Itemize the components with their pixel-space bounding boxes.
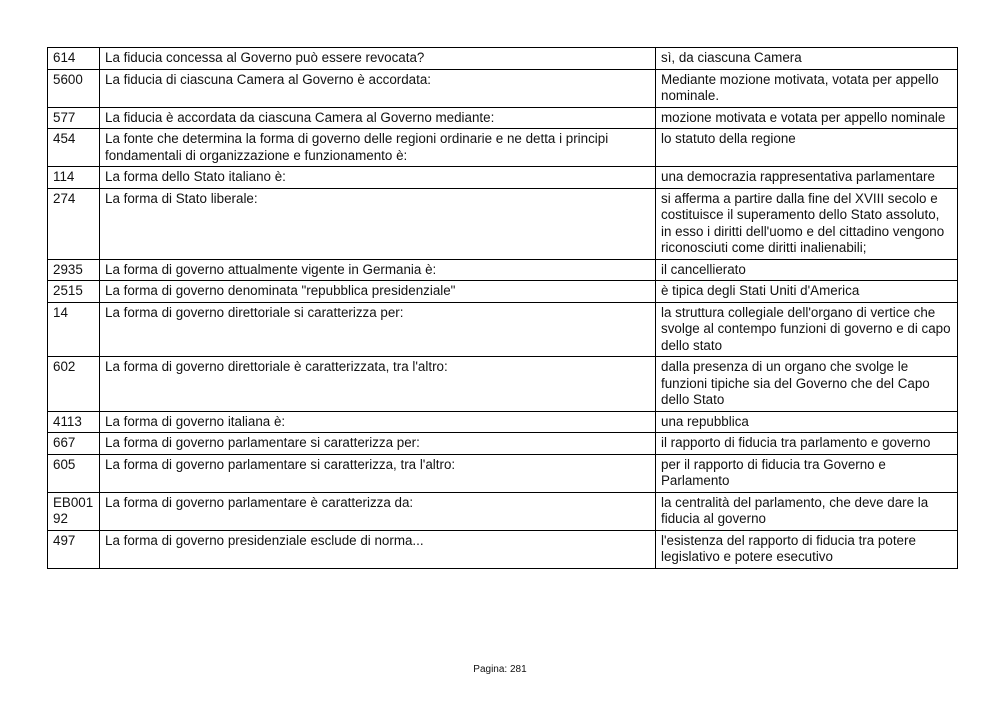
- table-row: [48, 302, 958, 357]
- row-id-cell: 274: [48, 188, 100, 259]
- question-cell: La forma di governo parlamentare si caratterizza, tra l'altro:: [100, 454, 656, 492]
- answer-cell: il rapporto di fiducia tra parlamento e governo: [656, 433, 958, 455]
- answer-cell: l'esistenza del rapporto di fiducia tra potere legislativo e potere esecutivo: [656, 530, 958, 568]
- row-id-cell: 614: [48, 48, 100, 70]
- table-row: [48, 69, 958, 107]
- row-id-cell: 114: [48, 167, 100, 189]
- answer-cell: si afferma a partire dalla fine del XVIII secolo e costituisce il superamento dello Stato assoluto, in esso i diritti dell'uomo e del cittadino vengono riconosciuti come diritti inalienabili;: [656, 188, 958, 259]
- table-row: [48, 530, 958, 568]
- table-row: [48, 259, 958, 281]
- answer-cell: una repubblica: [656, 411, 958, 433]
- question-cell: La forma di governo denominata "repubblica presidenziale": [100, 281, 656, 303]
- answer-cell: lo statuto della regione: [656, 129, 958, 167]
- question-cell: La forma dello Stato italiano è:: [100, 167, 656, 189]
- table-row: [48, 281, 958, 303]
- answer-cell: una democrazia rappresentativa parlamentare: [656, 167, 958, 189]
- table-row: [48, 107, 958, 129]
- answer-cell: la struttura collegiale dell'organo di vertice che svolge al contempo funzioni di governo e di capo dello stato: [656, 302, 958, 357]
- page-footer: [0, 664, 1000, 675]
- row-id-cell: 2515: [48, 281, 100, 303]
- table-row: [48, 357, 958, 412]
- question-cell: La forma di governo direttoriale si caratterizza per:: [100, 302, 656, 357]
- table-row: [48, 433, 958, 455]
- answer-cell: mozione motivata e votata per appello nominale: [656, 107, 958, 129]
- row-id-cell: EB00192: [48, 492, 100, 530]
- answer-cell: per il rapporto di fiducia tra Governo e Parlamento: [656, 454, 958, 492]
- question-cell: La forma di governo parlamentare è caratterizza da:: [100, 492, 656, 530]
- table-row: [48, 411, 958, 433]
- question-cell: La fiducia di ciascuna Camera al Governo è accordata:: [100, 69, 656, 107]
- row-id-cell: 602: [48, 357, 100, 412]
- row-id-cell: 667: [48, 433, 100, 455]
- quiz-table-body: [48, 48, 958, 569]
- page-number: Pagina: 281: [473, 664, 527, 675]
- answer-cell: sì, da ciascuna Camera: [656, 48, 958, 70]
- table-row: [48, 167, 958, 189]
- row-id-cell: 2935: [48, 259, 100, 281]
- answer-cell: la centralità del parlamento, che deve dare la fiducia al governo: [656, 492, 958, 530]
- table-row: [48, 492, 958, 530]
- table-row: [48, 48, 958, 70]
- question-cell: La fiducia concessa al Governo può essere revocata?: [100, 48, 656, 70]
- answer-cell: dalla presenza di un organo che svolge le funzioni tipiche sia del Governo che del Capo dello Stato: [656, 357, 958, 412]
- row-id-cell: 605: [48, 454, 100, 492]
- row-id-cell: 4113: [48, 411, 100, 433]
- question-cell: La forma di Stato liberale:: [100, 188, 656, 259]
- row-id-cell: 577: [48, 107, 100, 129]
- row-id-cell: 454: [48, 129, 100, 167]
- question-cell: La forma di governo parlamentare si caratterizza per:: [100, 433, 656, 455]
- table-row: [48, 188, 958, 259]
- row-id-cell: 14: [48, 302, 100, 357]
- question-cell: La fiducia è accordata da ciascuna Camera al Governo mediante:: [100, 107, 656, 129]
- question-cell: La fonte che determina la forma di governo delle regioni ordinarie e ne detta i principi fondamentali di organizzazione e funzionamento è:: [100, 129, 656, 167]
- quiz-table: [47, 47, 958, 569]
- table-row: [48, 129, 958, 167]
- row-id-cell: 497: [48, 530, 100, 568]
- table-row: [48, 454, 958, 492]
- question-cell: La forma di governo presidenziale esclude di norma...: [100, 530, 656, 568]
- answer-cell: il cancellierato: [656, 259, 958, 281]
- row-id-cell: 5600: [48, 69, 100, 107]
- question-cell: La forma di governo attualmente vigente in Germania è:: [100, 259, 656, 281]
- answer-cell: è tipica degli Stati Uniti d'America: [656, 281, 958, 303]
- answer-cell: Mediante mozione motivata, votata per appello nominale.: [656, 69, 958, 107]
- question-cell: La forma di governo direttoriale è caratterizzata, tra l'altro:: [100, 357, 656, 412]
- question-cell: La forma di governo italiana è:: [100, 411, 656, 433]
